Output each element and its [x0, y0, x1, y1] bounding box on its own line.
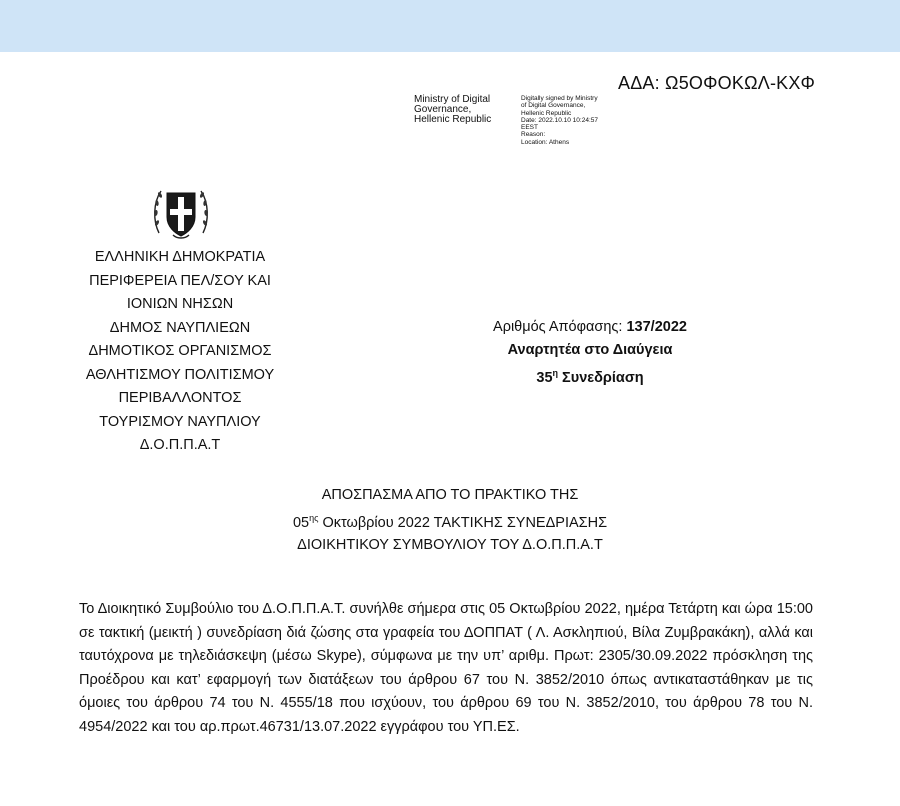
signature-detail-line: Hellenic Republic	[521, 109, 572, 117]
body-paragraph: Το Διοικητικό Συμβούλιο του Δ.Ο.Π.Π.Α.Τ. συνήλθε σήμερα στις 05 Οκτωβρίου 2022, ημέρα Τετάρτη και ώρα 15:00 σε τακτική (μεικτή ) συνεδρίαση διά ζώσης στα γραφεία του ΔΟΠΠΑΤ ( Λ. Ασκληπιού, Βίλα Ζυμβρακάκη), αλλά και ταυτόχρονα με τηλεδιάσκεψη (μέσω Skype), σύμφωνα με την υπ’ αριθμ. Πρωτ: 2305/30.09.2022 πρόσκληση της Προέδρου και κατ’ εφαρμογή των διατάξεων του άρθρου 67 του Ν. 3852/2010 όπως αντικαταστάθηκαν με τις όμοιες του άρθρου 74 του Ν. 4555/18 που ισχύουν, του άρθρου 69 του Ν. 3852/2010, του άρθρου 78 του Ν. 4954/2022 και του αρ.πρωτ.46731/13.07.2022 εγγράφου του ΥΠ.ΕΣ.	[79, 601, 813, 735]
signature-detail-line: Reason:	[521, 131, 546, 139]
session-number-value: 35	[536, 369, 553, 386]
session-label: Συνεδρίαση	[562, 369, 644, 386]
decision-number-value: 137/2022	[626, 319, 687, 335]
session-number	[425, 362, 755, 390]
digital-signature-details	[521, 95, 631, 146]
extract-heading	[250, 484, 650, 556]
decision-number-label: Αριθμός Απόφασης:	[493, 319, 623, 335]
authority-line: ΙΟΝΙΩΝ ΝΗΣΩΝ	[126, 296, 234, 312]
viewer-top-bar	[0, 0, 900, 52]
extract-date-line	[250, 507, 650, 534]
authority-line: ΠΕΡΙΦΕΡΕΙΑ ΠΕΛ/ΣΟΥ ΚΑΙ	[89, 272, 271, 289]
extract-line: ΑΠΟΣΠΑΣΜΑ ΑΠΟ ΤΟ ΠΡΑΚΤΙΚΟ ΤΗΣ	[321, 487, 579, 503]
authority-line: ΔΗΜΟΣ ΝΑΥΠΛΙΕΩΝ	[109, 319, 251, 336]
signature-detail-line: EEST	[521, 124, 538, 132]
authority-line: ΔΗΜΟΤΙΚΟΣ ΟΡΓΑΝΙΣΜΟΣ	[88, 343, 272, 359]
signature-detail-line: Digitally signed by Ministry	[521, 95, 598, 102]
signature-detail-line: Location: Athens	[521, 138, 570, 146]
extract-line: ΔΙΟΙΚΗΤΙΚΟΥ ΣΥΜΒΟΥΛΙΟΥ ΤΟΥ Δ.Ο.Π.Π.Α.Τ	[297, 536, 603, 553]
signer-line: Hellenic Republic	[414, 114, 492, 125]
authority-line: ΑΘΛΗΤΙΣΜΟΥ ΠΟΛΙΤΙΣΜΟΥ	[85, 366, 275, 383]
session-number-suffix: η	[552, 368, 559, 378]
authority-line: ΤΟΥΡΙΣΜΟΥ ΝΑΥΠΛΙΟΥ	[99, 413, 261, 430]
digital-signature-signer	[414, 95, 519, 125]
hellenic-coat-of-arms-icon	[151, 183, 211, 241]
signature-detail-line: Date: 2022.10.10 10:24:57	[521, 116, 598, 124]
authority-line: Δ.Ο.Π.Π.Α.Τ	[139, 437, 221, 453]
signature-detail-line: of Digital Governance,	[521, 102, 586, 110]
diavgeia-notice: Αναρτητέα στο Διαύγεια	[507, 342, 673, 358]
decision-number	[425, 316, 755, 339]
signer-line: Governance,	[414, 104, 472, 115]
extract-date-rest: Οκτωβρίου 2022 ΤΑΚΤΙΚΗΣ ΣΥΝΕΔΡΙΑΣΗΣ	[322, 514, 608, 531]
authority-line: ΠΕΡΙΒΑΛΛΟΝΤΟΣ	[118, 390, 242, 406]
signer-line: Ministry of Digital	[414, 94, 491, 105]
issuing-authority	[74, 246, 286, 458]
ada-code: ΑΔΑ: Ω5ΟΦΟΚΩΛ-ΚΧΦ	[618, 73, 816, 93]
decision-info	[425, 316, 755, 390]
extract-day: 05	[292, 514, 310, 531]
extract-day-suffix: ης	[309, 512, 319, 523]
authority-line: ΕΛΛΗΝΙΚΗ ΔΗΜΟΚΡΑΤΙΑ	[94, 249, 266, 265]
